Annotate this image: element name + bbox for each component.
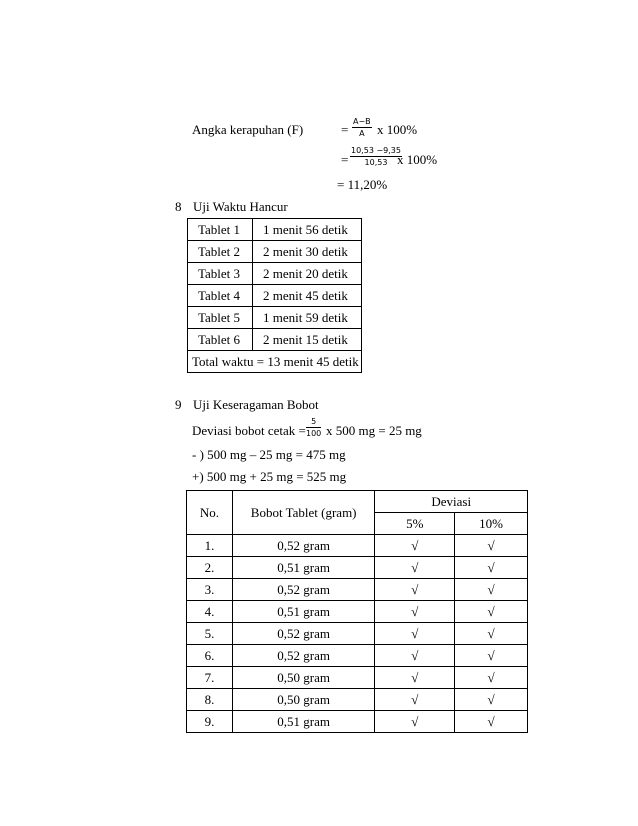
table-row: [187, 623, 528, 645]
deviasi-10-cell: √: [455, 711, 528, 733]
table-row: [187, 535, 528, 557]
tablet-cell: Tablet 6: [188, 329, 253, 351]
deviasi-5-cell: √: [375, 535, 455, 557]
bobot-cell: 0,50 gram: [232, 667, 375, 689]
tablet-cell: Tablet 1: [188, 219, 253, 241]
col-no-header: No.: [187, 491, 233, 535]
deviasi-5-cell: √: [375, 667, 455, 689]
friability-eq1-prefix: =: [341, 122, 349, 137]
friability-eq2-prefix: =: [341, 152, 349, 167]
table-row: [188, 307, 362, 329]
tablet-cell: Tablet 3: [188, 263, 253, 285]
fraction-denominator: A: [359, 129, 365, 138]
table-row: [188, 219, 362, 241]
col-5-header: 5%: [375, 513, 455, 535]
bobot-cell: 0,51 gram: [232, 557, 375, 579]
friability-eq2-suffix: x 100%: [397, 152, 438, 167]
deviation-fraction: [306, 417, 321, 438]
friability-eq2-fraction: [350, 146, 402, 167]
bobot-cell: 0,52 gram: [232, 579, 375, 601]
deviasi-5-cell: √: [375, 579, 455, 601]
table-row: [188, 351, 362, 373]
no-cell: 2.: [187, 557, 233, 579]
deviation-prefix: Deviasi bobot cetak =: [192, 423, 306, 438]
no-cell: 7.: [187, 667, 233, 689]
deviasi-10-cell: √: [455, 645, 528, 667]
table-row: [187, 579, 528, 601]
tablet-cell: Tablet 4: [188, 285, 253, 307]
minus-line: - ) 500 mg – 25 mg = 475 mg: [192, 447, 346, 462]
table-row: [187, 667, 528, 689]
no-cell: 5.: [187, 623, 233, 645]
disintegration-table: [187, 218, 362, 373]
no-cell: 9.: [187, 711, 233, 733]
time-cell: 2 menit 20 detik: [253, 263, 362, 285]
col-bobot-header: Bobot Tablet (gram): [232, 491, 375, 535]
table-row: [188, 241, 362, 263]
table-row: [187, 689, 528, 711]
plus-line: +) 500 mg + 25 mg = 525 mg: [192, 469, 347, 484]
deviasi-5-cell: √: [375, 623, 455, 645]
col-10-header: 10%: [455, 513, 528, 535]
bobot-cell: 0,50 gram: [232, 689, 375, 711]
fraction-denominator: 100: [306, 429, 322, 438]
bobot-cell: 0,52 gram: [232, 623, 375, 645]
no-cell: 1.: [187, 535, 233, 557]
col-deviasi-header: Deviasi: [375, 491, 528, 513]
section-9-number: 9: [175, 397, 182, 412]
table-row: [188, 263, 362, 285]
time-cell: 2 menit 45 detik: [253, 285, 362, 307]
friability-result: = 11,20%: [337, 177, 388, 192]
bobot-cell: 0,51 gram: [232, 601, 375, 623]
friability-eq1-fraction: [352, 117, 372, 138]
deviasi-5-cell: √: [375, 557, 455, 579]
total-cell: Total waktu = 13 menit 45 detik: [188, 351, 362, 373]
table-row: [188, 285, 362, 307]
bobot-cell: 0,51 gram: [232, 711, 375, 733]
table-row: [188, 329, 362, 351]
deviasi-10-cell: √: [455, 557, 528, 579]
deviasi-5-cell: √: [375, 601, 455, 623]
deviasi-10-cell: √: [455, 535, 528, 557]
deviasi-10-cell: √: [455, 579, 528, 601]
fraction-numerator: 10,53 −9,35: [351, 146, 401, 155]
fraction-numerator: A−B: [353, 117, 371, 126]
section-8-title: Uji Waktu Hancur: [193, 199, 288, 214]
weight-uniformity-table: [186, 490, 528, 733]
fraction-denominator: 10,53: [364, 158, 388, 167]
no-cell: 8.: [187, 689, 233, 711]
section-8-number: 8: [175, 199, 182, 214]
no-cell: 3.: [187, 579, 233, 601]
table-row: [187, 557, 528, 579]
no-cell: 4.: [187, 601, 233, 623]
time-cell: 2 menit 30 detik: [253, 241, 362, 263]
section-9-title: Uji Keseragaman Bobot: [193, 397, 319, 412]
table-row: [187, 645, 528, 667]
tablet-cell: Tablet 5: [188, 307, 253, 329]
deviation-suffix: x 500 mg = 25 mg: [326, 423, 422, 438]
deviasi-5-cell: √: [375, 689, 455, 711]
bobot-cell: 0,52 gram: [232, 645, 375, 667]
time-cell: 1 menit 56 detik: [253, 219, 362, 241]
table-row: [187, 711, 528, 733]
friability-eq1-suffix: x 100%: [377, 122, 418, 137]
tablet-cell: Tablet 2: [188, 241, 253, 263]
deviasi-10-cell: √: [455, 623, 528, 645]
deviasi-10-cell: √: [455, 601, 528, 623]
time-cell: 1 menit 59 detik: [253, 307, 362, 329]
friability-label: Angka kerapuhan (F): [192, 122, 304, 137]
bobot-cell: 0,52 gram: [232, 535, 375, 557]
table-row: [187, 601, 528, 623]
deviasi-5-cell: √: [375, 711, 455, 733]
no-cell: 6.: [187, 645, 233, 667]
deviasi-10-cell: √: [455, 689, 528, 711]
time-cell: 2 menit 15 detik: [253, 329, 362, 351]
fraction-numerator: 5: [306, 417, 321, 428]
deviasi-10-cell: √: [455, 667, 528, 689]
deviasi-5-cell: √: [375, 645, 455, 667]
